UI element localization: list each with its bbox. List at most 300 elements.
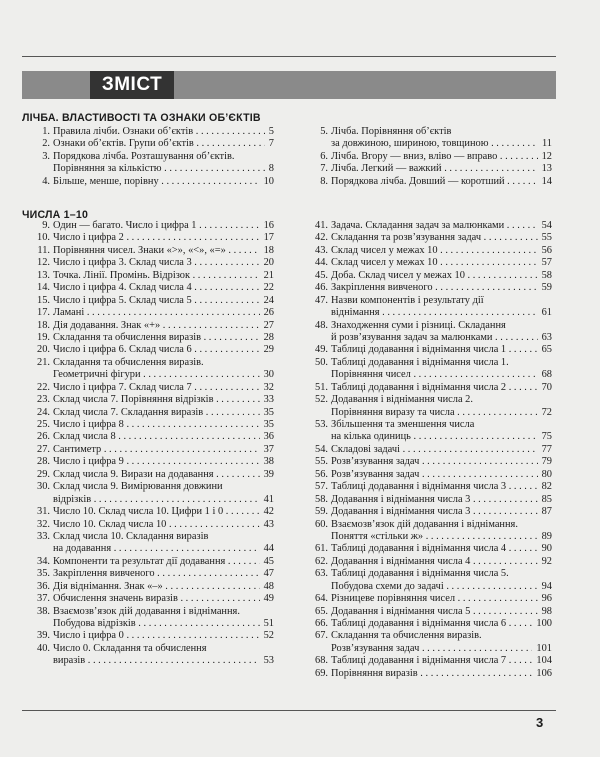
entry-title: Складання та обчислення виразів. [53,356,204,368]
entry-page: 85 [541,493,552,505]
toc-entry [300,655,552,667]
entry-title: виразів . . . [53,655,260,667]
entry-title: Число і цифра 9 . . . [53,456,260,468]
toc-entry [22,494,274,506]
entry-page: 21 [263,269,274,281]
entry-number: 1. [42,126,50,137]
section2-left-column [22,220,274,668]
entry-title: Ознаки об’єктів. Групи об’єктів . . . [53,138,265,150]
section-heading-numbers: ЧИСЛА 1–10 [22,209,89,221]
entry-title: Порівняння чисел. Знаки «>», «<», «=» . . . [53,245,260,257]
entry-number: 37. [37,593,50,605]
entry-page: 48 [263,580,274,592]
entry-page: 27 [263,319,274,331]
entry-title: Число 10. Склад числа 10. Цифри 1 і 0 . . . [53,506,260,518]
toc-entry [22,407,274,419]
entry-page: 106 [536,667,552,679]
entry-page: 22 [263,282,274,294]
entry-page: 104 [536,655,552,667]
toc-entry [22,357,274,369]
entry-title: Поняття «стільки ж» . . . [331,531,538,543]
page-title: ЗМІСТ [90,71,174,99]
entry-number: 41. [315,220,328,231]
entry-number: 3. [42,150,50,162]
entry-number: 60. [315,518,328,530]
toc-entry [300,593,552,605]
entry-title: Один — багато. Число і цифра 1 . . . [53,220,260,232]
toc-entry [300,151,552,163]
entry-page: 56 [541,244,552,256]
entry-number: 29. [37,468,50,480]
entry-title: Взаємозв’язок дій додавання і віднімання. [53,605,240,617]
toc-entry [300,444,552,456]
toc-entry [22,419,274,431]
toc-entry [22,382,274,394]
toc-entry [300,257,552,269]
entry-number: 58. [315,493,328,505]
entry-number: 48. [315,319,328,331]
toc-entry [300,394,552,406]
toc-entry [22,444,274,456]
entry-number: 13. [37,269,50,281]
entry-title: Дія віднімання. Знак «–» . . . [53,581,260,593]
toc-entry [300,163,552,175]
toc-entry [300,456,552,468]
entry-title: Додавання і віднімання числа 3 . . . [331,494,538,506]
toc-entry [22,163,274,175]
entry-page: 35 [263,406,274,418]
entry-number: 66. [315,618,328,629]
entry-page: 49 [263,593,274,605]
entry-title: Більше, менше, порівну . . . [53,176,260,188]
entry-title: Доба. Склад чисел у межах 10 . . . [331,270,538,282]
entry-page: 8 [268,163,274,175]
entry-title: Побудова відрізків . . . [53,618,260,630]
entry-title: Порівняння чисел . . . [331,369,538,381]
entry-title: Задача. Складання задач за малюнками . . . [331,220,538,232]
entry-number: 52. [315,394,328,406]
entry-number: 62. [315,555,328,567]
entry-title: Складові задачі . . . [331,444,538,456]
toc-entry [22,282,274,294]
entry-title: Склад числа 7. Порівняння відрізків . . . [53,394,260,406]
entry-title: Розв’язування задач . . . [331,456,538,468]
entry-page: 68 [541,369,552,381]
entry-page: 92 [541,555,552,567]
entry-number: 19. [37,331,50,343]
entry-title: Розв’язування задач . . . [331,643,532,655]
entry-title: Складання та розв’язування задач . . . [331,232,538,244]
entry-title: Додавання і віднімання числа 2. [331,394,473,406]
entry-number: 49. [315,344,328,356]
toc-entry [300,431,552,443]
toc-entry [300,138,552,150]
entry-title: Склад числа 9. Вирази на додавання . . . [53,469,260,481]
entry-title: віднімання . . . [331,307,538,319]
entry-page: 58 [541,269,552,281]
entry-page: 65 [541,344,552,356]
entry-number: 12. [37,257,50,269]
entry-number: 6. [320,150,328,162]
toc-entry [300,344,552,356]
toc-entry [22,519,274,531]
entry-title: Різницеве порівняння чисел . . . [331,593,538,605]
entry-title: Порівняння за кількістю . . . [53,163,265,175]
entry-title: Таблиці додавання і віднімання числа 1 . . . [331,344,538,356]
toc-entry [22,531,274,543]
entry-page: 11 [541,138,552,150]
entry-number: 44. [315,257,328,269]
entry-page: 63 [541,331,552,343]
entry-title: Сантиметр . . . [53,444,260,456]
toc-entry [22,320,274,332]
entry-number: 43. [315,244,328,256]
entry-page: 101 [536,642,552,654]
section1-right-column [300,126,552,188]
entry-page: 52 [263,630,274,642]
entry-title: Склад чисел у межах 10 . . . [331,257,538,269]
entry-title: Число 10. Склад числа 10 . . . [53,519,260,531]
toc-entry [300,606,552,618]
entry-title: за довжиною, шириною, товщиною . . . [331,138,538,150]
toc-entry [22,543,274,555]
toc-entry [300,419,552,431]
toc-entry [22,606,274,618]
entry-number: 11. [37,244,50,256]
entry-title: Таблиці додавання і віднімання числа 2 . . . [331,382,538,394]
toc-entry [22,245,274,257]
section-heading-counting: ЛІЧБА. ВЛАСТИВОСТІ ТА ОЗНАКИ ОБ’ЄКТІВ [22,112,261,124]
entry-number: 9. [42,220,50,231]
entry-page: 26 [263,307,274,319]
entry-number: 63. [315,568,328,580]
entry-number: 20. [37,344,50,356]
toc-entry [22,220,274,232]
entry-number: 33. [37,530,50,542]
entry-page: 7 [268,138,274,150]
toc-entry [22,618,274,630]
toc-entry [22,332,274,344]
entry-number: 2. [42,138,50,150]
entry-number: 51. [315,381,328,393]
toc-entry [22,295,274,307]
entry-title: Таблиці додавання і віднімання числа 4 . . . [331,543,538,555]
entry-title: Знаходження суми і різниці. Складання [331,319,506,331]
entry-title: Порядкова лічба. Розташування об’єктів. [53,150,235,162]
entry-number: 27. [37,443,50,455]
toc-entry [22,344,274,356]
entry-number: 64. [315,593,328,605]
toc-entry [22,138,274,150]
entry-page: 44 [263,543,274,555]
entry-number: 40. [37,642,50,654]
toc-entry [22,151,274,163]
toc-entry [22,593,274,605]
entry-title: Число і цифра 3. Склад числа 3 . . . [53,257,260,269]
toc-entry [22,394,274,406]
entry-page: 45 [263,555,274,567]
entry-number: 47. [315,294,328,306]
entry-number: 31. [37,506,50,518]
entry-title: Склад числа 9. Вимірювання довжини [53,481,223,493]
entry-page: 43 [263,518,274,530]
entry-title: Таблиці додавання і віднімання числа 1. [331,356,509,368]
entry-number: 28. [37,456,50,468]
entry-title: Число і цифра 5. Склад числа 5 . . . [53,295,260,307]
entry-page: 36 [263,431,274,443]
toc-entry [22,506,274,518]
entry-number: 5. [320,126,328,137]
toc-entry [22,556,274,568]
toc-entry [22,630,274,642]
entry-title: Правила лічби. Ознаки об’єктів . . . [53,126,265,138]
entry-number: 67. [315,630,328,642]
toc-entry [300,618,552,630]
entry-title: Додавання і віднімання числа 3 . . . [331,506,538,518]
entry-title: Обчислення значень виразів . . . [53,593,260,605]
entry-title: Склад числа 7. Складання виразів . . . [53,407,260,419]
toc-entry [22,456,274,468]
entry-page: 14 [541,175,552,187]
entry-page: 87 [541,506,552,518]
entry-title: Таблиці додавання і віднімання числа 6 . . . [331,618,532,630]
entry-title: Ламані . . . [53,307,260,319]
entry-title: Число і цифра 7. Склад числа 7 . . . [53,382,260,394]
entry-page: 16 [263,220,274,231]
entry-number: 30. [37,481,50,493]
entry-page: 33 [263,394,274,406]
toc-entry [300,357,552,369]
entry-title: Додавання і віднімання числа 5 . . . [331,606,538,618]
toc-entry [300,232,552,244]
toc-entry [300,245,552,257]
entry-title: Розв’язування задач . . . [331,469,538,481]
entry-number: 61. [315,543,328,555]
entry-title: Порівняння виразу та числа . . . [331,407,538,419]
entry-title: Компоненти та результат дії додавання . . . [53,556,260,568]
entry-number: 38. [37,605,50,617]
entry-number: 50. [315,356,328,368]
toc-entry [300,506,552,518]
entry-page: 32 [263,381,274,393]
entry-title: Лічба. Вгору — вниз, вліво — вправо . . . [331,151,538,163]
entry-page: 12 [541,150,552,162]
entry-title: Взаємозв’язок дій додавання і віднімання. [331,518,518,530]
entry-page: 100 [536,618,552,629]
entry-title: Таблиці додавання і віднімання числа 3 . . . [331,481,538,493]
entry-title: Збільшення та зменшення числа [331,419,475,430]
entry-page: 79 [541,456,552,468]
entry-number: 18. [37,319,50,331]
entry-number: 35. [37,568,50,580]
entry-number: 65. [315,605,328,617]
entry-title: Число і цифра 8 . . . [53,419,260,431]
entry-page: 13 [541,163,552,175]
entry-page: 17 [263,232,274,244]
toc-entry [22,655,274,667]
toc-entry [300,332,552,344]
toc-entry [300,282,552,294]
entry-number: 36. [37,580,50,592]
entry-title: Додавання і віднімання числа 4 . . . [331,556,538,568]
toc-entry [300,126,552,138]
entry-title: Побудова схеми до задачі . . . [331,581,538,593]
entry-number: 34. [37,555,50,567]
entry-number: 23. [37,394,50,406]
entry-title: Складання та обчислення виразів. [331,630,482,642]
toc-entry [22,581,274,593]
toc-entry [300,407,552,419]
entry-page: 35 [263,419,274,430]
entry-number: 56. [315,468,328,480]
entry-page: 61 [541,307,552,319]
entry-page: 75 [541,431,552,443]
entry-number: 15. [37,294,50,306]
entry-number: 46. [315,282,328,294]
page-number: 3 [536,715,544,730]
entry-page: 77 [541,443,552,455]
entry-number: 69. [315,667,328,679]
title-band [22,71,556,99]
section1-left-column [22,126,274,188]
entry-number: 55. [315,456,328,468]
entry-title: Лічба. Порівняння об’єктів [331,126,452,137]
entry-page: 38 [263,456,274,468]
entry-title: Назви компонентів і результату дії [331,294,484,306]
entry-page: 55 [541,232,552,244]
toc-entry [300,543,552,555]
entry-title: Порядкова лічба. Довший — коротший . . . [331,176,538,188]
entry-page: 20 [263,257,274,269]
entry-title: Склад числа 8 . . . [53,431,260,443]
entry-page: 53 [263,655,274,667]
toc-entry [300,270,552,282]
entry-page: 90 [541,543,552,555]
toc-entry [300,220,552,232]
toc-entry [300,295,552,307]
toc-entry [300,568,552,580]
entry-number: 22. [37,381,50,393]
toc-entry [300,556,552,568]
toc-entry [22,232,274,244]
entry-number: 54. [315,443,328,455]
toc-entry [22,176,274,188]
entry-number: 17. [37,307,50,319]
entry-page: 89 [541,530,552,542]
entry-number: 14. [37,282,50,294]
toc-entry [300,581,552,593]
entry-page: 82 [541,481,552,493]
toc-entry [300,519,552,531]
entry-number: 25. [37,419,50,430]
entry-title: Точка. Лінії. Промінь. Відрізок . . . [53,270,260,282]
entry-page: 24 [263,294,274,306]
entry-page: 98 [541,605,552,617]
entry-number: 32. [37,518,50,530]
entry-title: Число і цифра 4. Склад числа 4 . . . [53,282,260,294]
toc-entry [300,382,552,394]
entry-title: Число і цифра 6. Склад числа 6 . . . [53,344,260,356]
entry-page: 18 [263,244,274,256]
toc-entry [22,643,274,655]
entry-page: 10 [263,175,274,187]
entry-page: 29 [263,344,274,356]
entry-title: Число 0. Складання та обчислення [53,642,207,654]
entry-title: й розв’язування задач за малюнками . . . [331,332,538,344]
entry-title: Склад чисел у межах 10 . . . [331,245,538,257]
toc-entry [300,531,552,543]
entry-title: Лічба. Легкий — важкий . . . [331,163,538,175]
toc-entry [300,668,552,680]
entry-number: 39. [37,630,50,642]
toc-entry [22,469,274,481]
entry-number: 10. [37,232,50,244]
top-rule [22,56,556,57]
bottom-rule [22,710,556,711]
entry-page: 30 [263,369,274,381]
entry-page: 80 [541,468,552,480]
entry-number: 59. [315,506,328,518]
section2-right-column [300,220,552,680]
entry-page: 47 [263,568,274,580]
entry-number: 53. [315,419,328,430]
entry-number: 24. [37,406,50,418]
entry-number: 42. [315,232,328,244]
entry-title: Число і цифра 0 . . . [53,630,260,642]
entry-page: 42 [263,506,274,518]
entry-title: на кілька одиниць . . . [331,431,538,443]
entry-title: Геометричні фігури . . . [53,369,260,381]
toc-entry [300,307,552,319]
entry-number: 4. [42,175,50,187]
entry-title: Склад числа 10. Складання виразів [53,530,209,542]
entry-number: 8. [320,175,328,187]
toc-entry [300,469,552,481]
entry-page: 94 [541,580,552,592]
entry-number: 57. [315,481,328,493]
entry-title: Таблиці додавання і віднімання числа 7 . . . [331,655,532,667]
entry-page: 57 [541,257,552,269]
entry-title: Закріплення вивченого . . . [331,282,538,294]
entry-number: 21. [37,356,50,368]
toc-entry [22,126,274,138]
entry-title: Таблиці додавання і віднімання числа 5. [331,568,509,580]
entry-title: Число і цифра 2 . . . [53,232,260,244]
entry-page: 70 [541,381,552,393]
entry-title: Складання та обчислення виразів . . . [53,332,260,344]
toc-entry [22,257,274,269]
toc-entry [300,481,552,493]
entry-page: 39 [263,468,274,480]
toc-entry [22,307,274,319]
toc-entry [300,320,552,332]
toc-entry [22,270,274,282]
entry-page: 41 [263,493,274,505]
entry-title: Порівняння виразів . . . [331,668,532,680]
toc-entry [22,431,274,443]
toc-entry [300,643,552,655]
entry-page: 96 [541,593,552,605]
entry-page: 72 [541,406,552,418]
entry-page: 51 [263,618,274,629]
entry-page: 5 [268,126,274,137]
toc-entry [300,176,552,188]
toc-entry [22,481,274,493]
toc-entry [300,369,552,381]
entry-title: Дія додавання. Знак «+» . . . [53,320,260,332]
entry-number: 45. [315,269,328,281]
entry-title: Закріплення вивченого . . . [53,568,260,580]
